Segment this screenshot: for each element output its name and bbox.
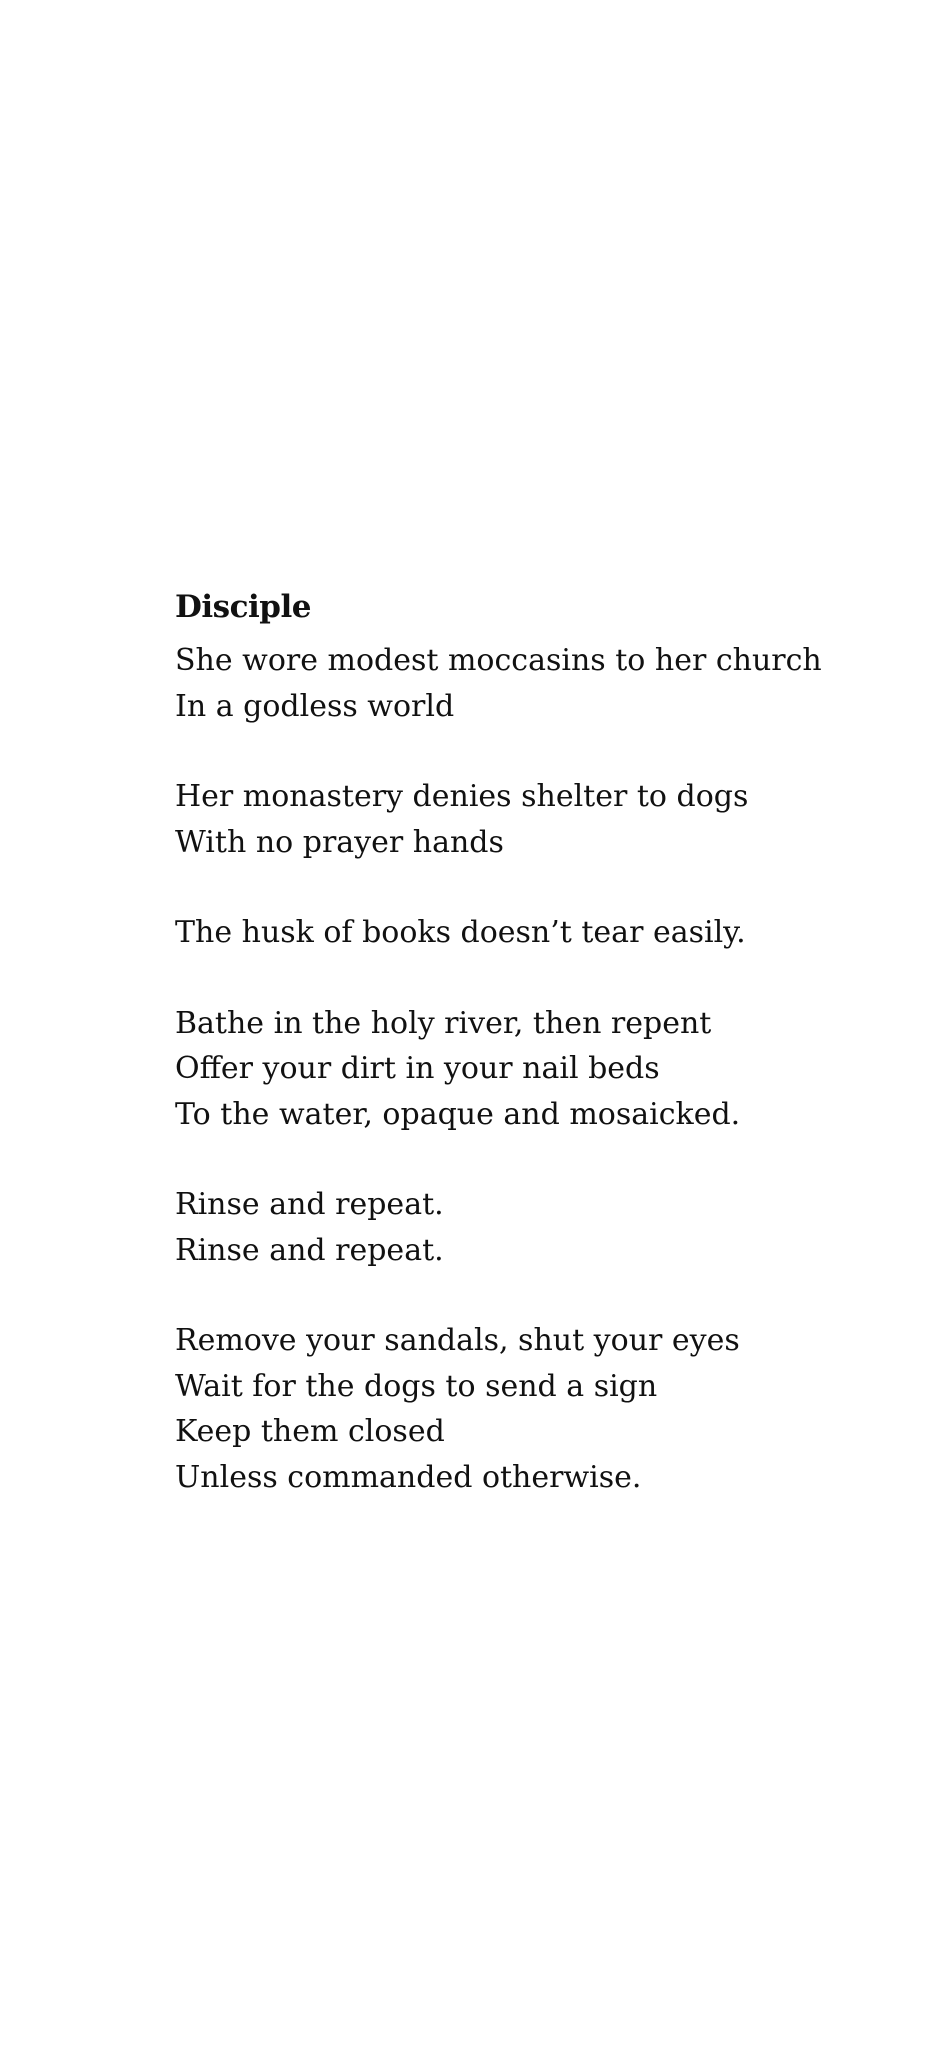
poem-line: In a godless world	[175, 688, 455, 724]
poem-line: Unless commanded otherwise.	[175, 1459, 642, 1495]
poem-line: Wait for the dogs to send a sign	[175, 1368, 658, 1404]
poem-line: Bathe in the holy river, then repent	[175, 1005, 712, 1041]
stanza	[175, 774, 895, 865]
stanza	[175, 638, 895, 729]
poem-line: Her monastery denies shelter to dogs	[175, 779, 749, 814]
poem-line: Remove your sandals, shut your eyes	[175, 1323, 740, 1358]
poem-title: Disciple	[175, 589, 311, 625]
poem-line: Keep them closed	[175, 1414, 445, 1449]
poem-line: She wore modest moccasins to her church	[175, 643, 822, 678]
poem-line: With no prayer hands	[175, 824, 504, 860]
stanza	[175, 1318, 895, 1500]
stanza	[175, 910, 895, 956]
poem-line: The husk of books doesn’t tear easily.	[175, 915, 746, 950]
poem-line: Rinse and repeat.	[175, 1232, 444, 1268]
poem-line: Rinse and repeat.	[175, 1187, 444, 1222]
poem-line: Offer your dirt in your nail beds	[175, 1051, 660, 1086]
poem-line: To the water, opaque and mosaicked.	[175, 1096, 741, 1132]
stanza	[175, 1001, 895, 1138]
stanza	[175, 1182, 895, 1273]
poem	[175, 584, 895, 1500]
